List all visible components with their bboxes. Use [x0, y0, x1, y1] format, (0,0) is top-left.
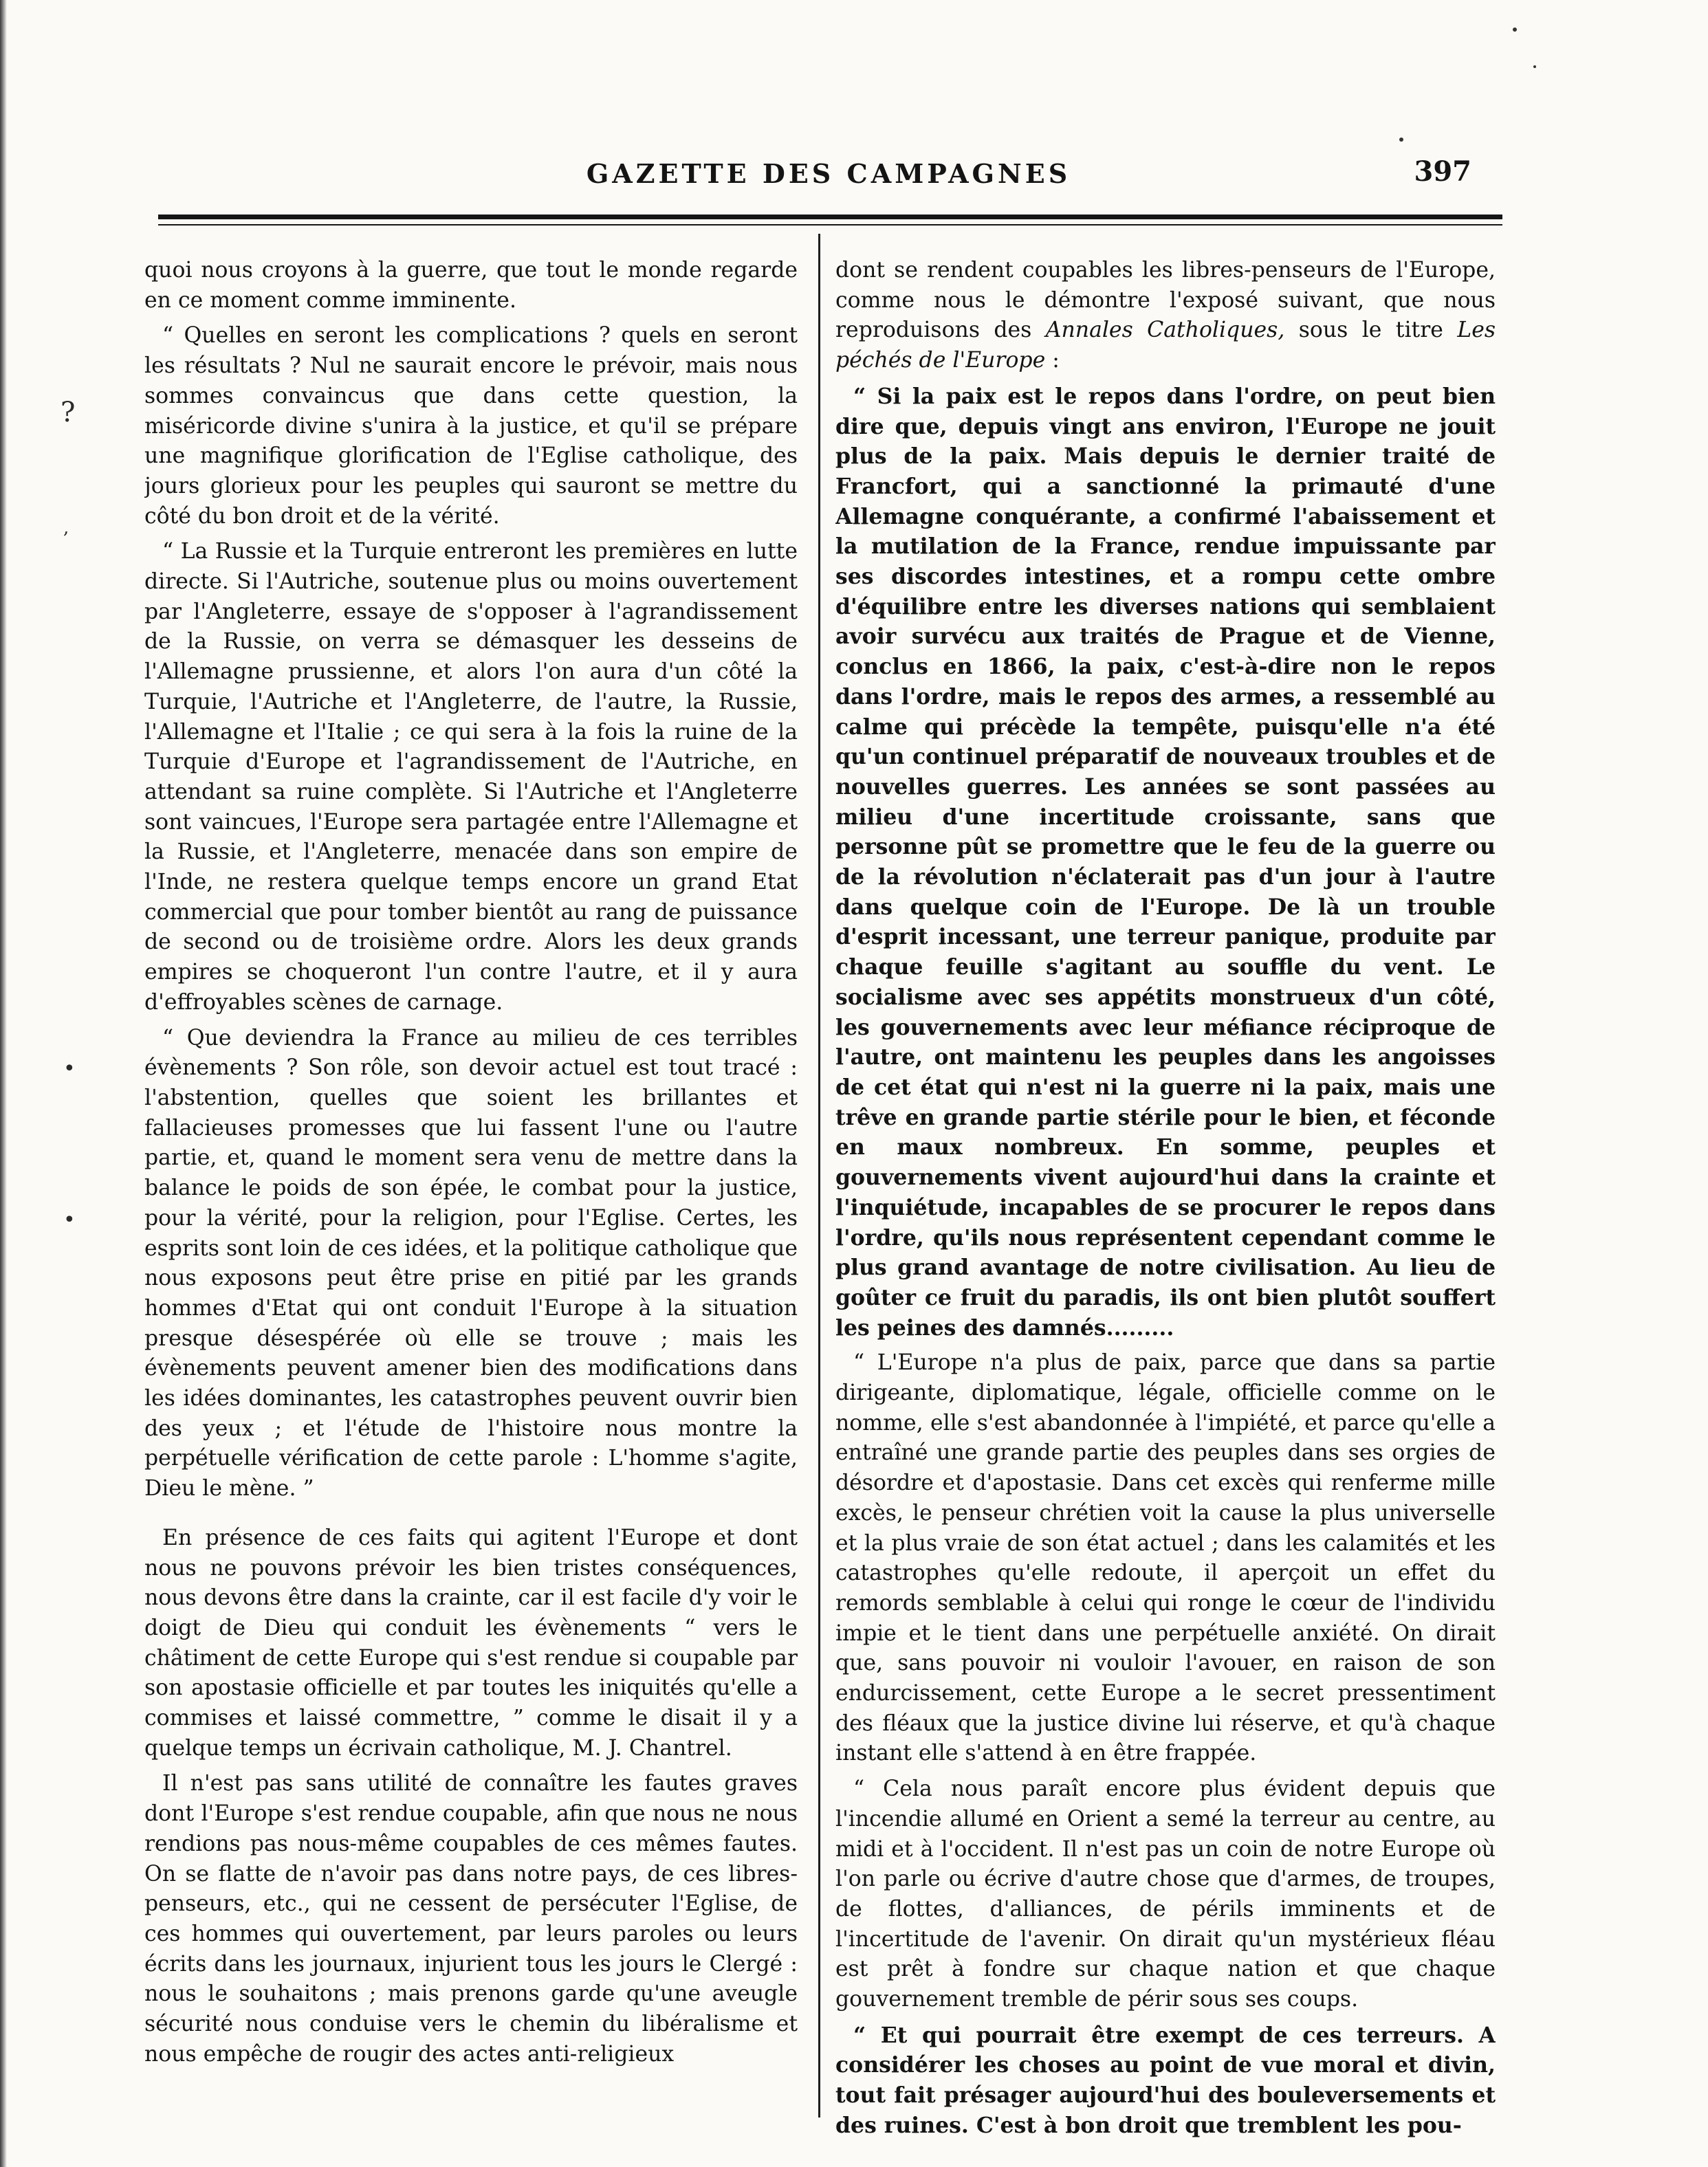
- intro-title: Les péchés de l'Europe: [835, 318, 1496, 373]
- header-rule-thick: [158, 214, 1502, 219]
- paragraph: quoi nous croyons à la guerre, que tout le monde regarde en ce moment comme imminente.: [144, 258, 798, 313]
- ink-speck: [1399, 138, 1403, 142]
- page-number: 397: [1414, 155, 1471, 188]
- margin-mark: •: [63, 1057, 76, 1081]
- intro-end: :: [1052, 348, 1060, 373]
- paragraph: “ Cela nous paraît encore plus évident depuis que l'incendie allumé en Orient a semé la terreur au centre, au midi et à l'occident. Il n'est pas un coin de notre Europe où l'on parle ou écrive d'autre chose que d'armes, de troupes, de flottes, d'alliances, de périls imminents et de l'incertitude de l'avenir. On dirait qu'un mystérieux fléau est prêt à fondre sur chaque nation et que chaque gouvernement tremble de périr sous ses coups.: [835, 1776, 1496, 2012]
- intro-mid: sous le titre: [1298, 318, 1443, 343]
- paragraph: “ Que deviendra la France au milieu de ces terribles évènements ? Son rôle, son devoir actuel est tout tracé : l'abstention, quelles que soient les brillantes et fallacieuses promesses que lui fassent l'une ou l'autre partie, et, quand le moment sera venu de mettre dans la balance le poids de son épée, le combat pour la justice, pour la vérité, pour la religion, pour l'Eglise. Certes, les esprits sont loin de ces idées, et la politique catholique que nous exposons peut être prise en pitié par les grands hommes d'Etat qui ont conduit l'Europe à la situation presque désespérée où elle se trouve ; mais les évènements peuvent amener bien des modifications dans les idées dominantes, les catastrophes peuvent ouvrir bien des yeux ; et l'étude de l'histoire nous montre la perpétuelle vérification de cette parole : L'homme s'agite, Dieu le mène. ”: [144, 1025, 798, 1502]
- paragraph: “ Et qui pourrait être exempt de ces terreurs. A considérer les choses au point de vue moral et divin, tout fait présager aujourd'hui des bouleversements et des ruines. C'est à bon droit que tremblent les pou-: [835, 2022, 1496, 2138]
- paragraph: “ L'Europe n'a plus de paix, parce que dans sa partie dirigeante, diplomatique, légale, officielle comme on le nomme, elle s'est abandonnée à l'impiété, et parce qu'elle a entraîné une grande partie des peuples dans ses orgies de désordre et d'apostasie. Dans cet excès qui renferme mille excès, le penseur chrétien voit la cause la plus universelle et la plus vraie de son état actuel ; dans les calamités et les catastrophes qu'elle redoute, il aperçoit un effet du remords semblable à celui qui ronge le cœur de l'individu impie et le tient dans une perpétuelle anxiété. On dirait que, sans pouvoir ni vouloir l'avouer, en raison de son endurcissement, cette Europe a le secret pressentiment des fléaux que la justice divine lui réserve, et qu'à chaque instant elle s'attend à en être frappée.: [835, 1350, 1496, 1766]
- margin-mark: •: [63, 1208, 76, 1232]
- paragraph: “ La Russie et la Turquie entreront les premières en lutte directe. Si l'Autriche, soutenue plus ou moins ouvertement par l'Angleterre, essaye de s'opposer à l'agrandissement de la Russie, on verra se démasquer les desseins de l'Allemagne prussienne, et alors l'on aura d'un côté la Turquie, l'Autriche et l'Angleterre, de l'autre, la Russie, l'Allemagne et l'Italie ; ce qui sera à la fois la ruine de la Turquie d'Europe et l'agrandissement de l'Autriche, en attendant sa ruine complète. Si l'Autriche et l'Angleterre sont vaincues, l'Europe sera partagée entre l'Allemagne et la Russie, et l'Angleterre, menacée dans son empire de l'Inde, ne restera quelque temps encore un grand Etat commercial que pour tomber bientôt au rang de puissance de second ou de troisième ordre. Alors les deux grands empires se choqueront l'un contre l'autre, et il y aura d'effroyables scènes de carnage.: [144, 539, 798, 1015]
- left-column: [144, 256, 798, 2140]
- ink-speck: [1533, 65, 1536, 68]
- intro-paragraph: [835, 256, 1496, 376]
- margin-mark: ?: [61, 397, 76, 428]
- paragraph: “ Si la paix est le repos dans l'ordre, on peut bien dire que, depuis vingt ans environ, l'Europe ne jouit plus de la paix. Mais depuis le dernier traité de Francfort, qui a sanctionné la primauté d'une Allemagne conquérante, a confirmé l'abaissement et la mutilation de la France, rendue impuissante par ses discordes intestines, et a rompu cette ombre d'équilibre entre les diverses nations qui semblaient avoir survécu aux traités de Prague et de Vienne, conclus en 1866, la paix, c'est-à-dire non le repos dans l'ordre, mais le repos des armes, a ressemblé au calme qui précède la tempête, puisqu'elle n'a été qu'un continuel préparatif de nouveaux troubles et de nouvelles guerres. Les années se sont passées au milieu d'une incertitude croissante, sans que personne pût se promettre que le feu de la guerre ou de la révolution n'éclaterait pas d'un jour à l'autre dans quelque coin de l'Europe. De là un trouble d'esprit incessant, une terreur panique, produite par chaque feuille s'agitant au souffle du vent. Le socialisme avec ses appétits monstrueux d'un côté, les gouvernements avec leur méfiance réciproque de l'autre, ont maintenu les peuples dans les angoisses de cet état qui n'est ni la guerre ni la paix, mais une trêve en grande partie stérile pour le bien, et féconde en maux nombreux. En somme, peuples et gouvernements vivent aujourd'hui dans la crainte et l'inquiétude, incapables de se procurer le repos dans l'ordre, qu'ils nous représentent cependant comme le plus grand avantage de notre civilisation. Au lieu de goûter ce fruit du paradis, ils ont bien plutôt souffert les peines des damnés.........: [835, 383, 1496, 1341]
- paragraph: “ Quelles en seront les complications ? quels en seront les résultats ? Nul ne saurait encore le prévoir, mais nous sommes convaincus que dans cette question, la miséricorde divine s'unira à la justice, et qu'il se prépare une magnifique glorification de l'Eglise catholique, des jours glorieux pour les peuples qui sauront se mettre du côté du bon droit et de la vérité.: [144, 323, 798, 529]
- page-header: [158, 155, 1499, 199]
- paragraph: En présence de ces faits qui agitent l'Europe et dont nous ne pouvons prévoir les bien tristes conséquences, nous devons être dans la crainte, car il est facile d'y voir le doigt de Dieu qui conduit les évènements “ vers le châtiment de cette Europe qui s'est rendue si coupable par son apostasie officielle et par toutes les iniquités qu'elle a commises et laissé commettre, ” comme le disait il y a quelque temps un écrivain catholique, M. J. Chantrel.: [144, 1525, 798, 1761]
- intro-lead: dont se rendent coupables les libres-penseurs de l'Europe, comme nous le démontre l'exposé suivant, que nous reproduisons des: [835, 258, 1496, 343]
- column-divider: [818, 234, 820, 2118]
- header-rule-thin: [158, 224, 1502, 226]
- page-edge-shadow: [0, 0, 7, 2167]
- running-title: GAZETTE DES CAMPAGNES: [586, 158, 1071, 189]
- margin-mark: ,: [63, 518, 69, 538]
- intro-source: Annales Catholiques,: [1045, 318, 1285, 343]
- paragraph: Il n'est pas sans utilité de connaître les fautes graves dont l'Europe s'est rendue coupable, afin que nous ne nous rendions pas nous-même coupables de ces mêmes fautes. On se flatte de n'avoir pas dans notre pays, de ces libres-penseurs, etc., qui ne cessent de persécuter l'Eglise, de ces hommes qui ouvertement, par leurs paroles ou leurs écrits dans les journaux, injurient tous les jours le Clergé : nous le souhaitons ; mais prenons garde qu'une aveugle sécurité nous conduise vers le chemin du libéralisme et nous empêche de rougir des actes anti-religieux: [144, 1771, 798, 2067]
- ink-speck: [1513, 28, 1517, 32]
- right-column: [835, 256, 1496, 2140]
